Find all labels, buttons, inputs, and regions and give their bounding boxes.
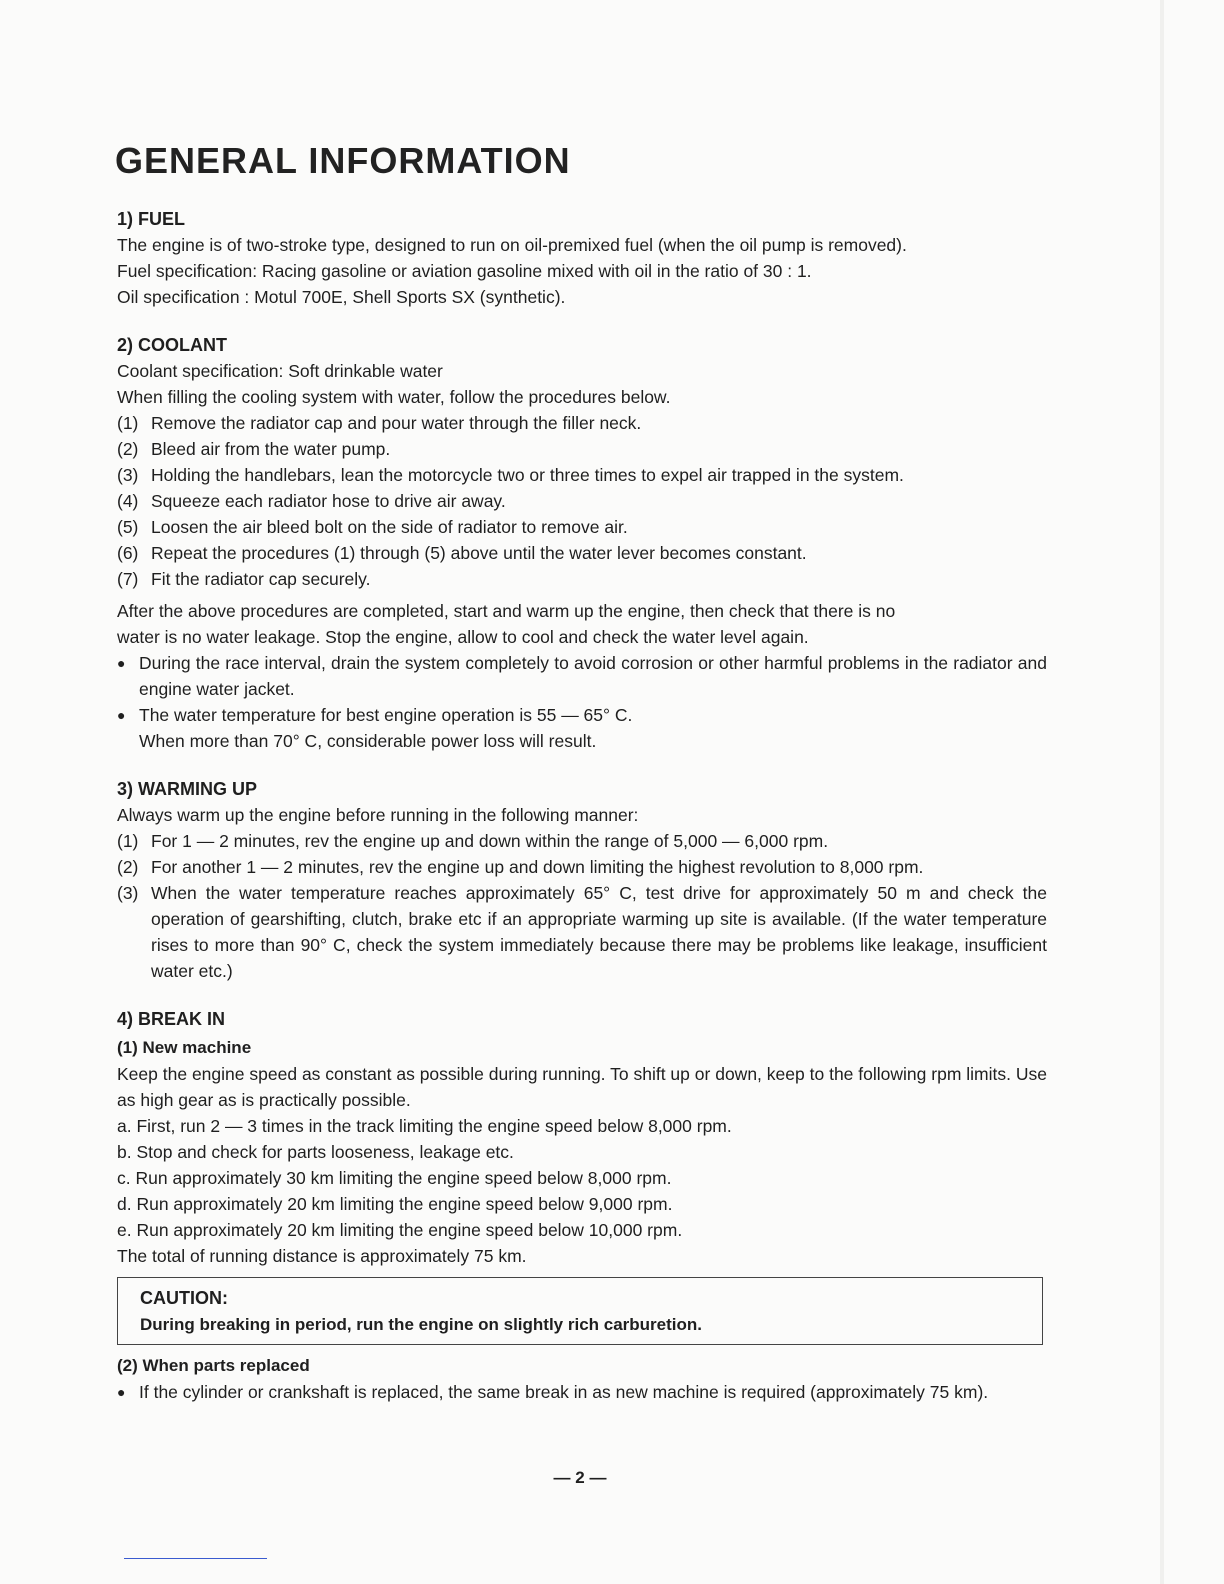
coolant-bullet-continuation: When more than 70° C, considerable power loss will result. bbox=[139, 731, 597, 751]
caution-heading: CAUTION: bbox=[140, 1288, 228, 1308]
break-in-item: c. Run approximately 30 km limiting the engine speed below 8,000 rpm. bbox=[117, 1168, 672, 1188]
break-in-item: d. Run approximately 20 km limiting the engine speed below 9,000 rpm. bbox=[117, 1194, 673, 1214]
coolant-after-text: After the above procedures are completed, start and warm up the engine, then check that there is no bbox=[117, 601, 896, 621]
bullet-icon: ● bbox=[117, 655, 126, 671]
page-number: — 2 — bbox=[553, 1468, 607, 1487]
bullet-icon: ● bbox=[117, 707, 126, 723]
section-heading-warming: 3) WARMING UP bbox=[117, 779, 258, 799]
scan-mark bbox=[124, 1558, 267, 1559]
fuel-line: The engine is of two-stroke type, designed to run on oil-premixed fuel (when the oil pump is removed). bbox=[117, 235, 907, 255]
coolant-step: (1) Remove the radiator cap and pour water through the filler neck. bbox=[117, 413, 642, 433]
page-edge-shadow bbox=[1160, 0, 1164, 1584]
break-in-item: a. First, run 2 — 3 times in the track limiting the engine speed below 8,000 rpm. bbox=[117, 1116, 732, 1136]
section-coolant bbox=[117, 332, 1047, 754]
warming-step: (1) For 1 — 2 minutes, rev the engine up and down within the range of 5,000 — 6,000 rpm. bbox=[117, 831, 829, 851]
coolant-bullet: ● During the race interval, drain the system completely to avoid corrosion or other harmful problems in the radiator and engine water jacket. bbox=[117, 650, 1047, 702]
page-title: GENERAL INFORMATION bbox=[115, 140, 571, 181]
break-in-paragraph: Keep the engine speed as constant as possible during running. To shift up or down, keep to the following rpm limits. Use as high gear as is practically possible. bbox=[117, 1064, 1047, 1110]
bullet-icon: ● bbox=[117, 1384, 126, 1400]
section-warming-up bbox=[117, 776, 1047, 984]
subheading-parts-replaced: (2) When parts replaced bbox=[117, 1356, 310, 1375]
coolant-step: (2) Bleed air from the water pump. bbox=[117, 439, 391, 459]
subheading-new-machine: (1) New machine bbox=[117, 1038, 252, 1057]
section-heading-break-in: 4) BREAK IN bbox=[117, 1009, 226, 1029]
section-heading-coolant: 2) COOLANT bbox=[117, 335, 227, 355]
caution-text: During breaking in period, run the engine on slightly rich carburetion. bbox=[140, 1315, 702, 1334]
coolant-bullet: ● The water temperature for best engine operation is 55 — 65° C. bbox=[117, 702, 1047, 728]
fuel-line: Fuel specification: Racing gasoline or aviation gasoline mixed with oil in the ratio of 30 : 1. bbox=[117, 261, 812, 281]
coolant-step: (5) Loosen the air bleed bolt on the side of radiator to remove air. bbox=[117, 517, 628, 537]
break-in-item: e. Run approximately 20 km limiting the engine speed below 10,000 rpm. bbox=[117, 1220, 683, 1240]
coolant-step: (6) Repeat the procedures (1) through (5) above until the water lever becomes constant. bbox=[117, 543, 807, 563]
section-fuel bbox=[117, 206, 1047, 310]
coolant-step: (3) Holding the handlebars, lean the motorcycle two or three times to expel air trapped in the system. bbox=[117, 465, 904, 485]
caution-box bbox=[117, 1277, 1043, 1345]
break-in-item: b. Stop and check for parts looseness, leakage etc. bbox=[117, 1142, 514, 1162]
warming-step: (2) For another 1 — 2 minutes, rev the engine up and down limiting the highest revolution to 8,000 rpm. bbox=[117, 857, 924, 877]
coolant-line: When filling the cooling system with water, follow the procedures below. bbox=[117, 387, 671, 407]
parts-replaced-bullet: ● If the cylinder or crankshaft is replaced, the same break in as new machine is required (approximately 75 km). bbox=[117, 1379, 1047, 1405]
break-in-total: The total of running distance is approximately 75 km. bbox=[117, 1246, 527, 1266]
warming-step: (3) When the water temperature reaches approximately 65° C, test drive for approximately 50 m and check the operation of gearshifting, clutch, brake etc if an appropriate warming up site is available. (If the water temperature rises to more than 90° C, check the system immediately because there may be problems like leakage, insufficient water etc.) bbox=[117, 883, 1047, 981]
coolant-step: (4) Squeeze each radiator hose to drive air away. bbox=[117, 491, 506, 511]
coolant-after-text: water is no water leakage. Stop the engine, allow to cool and check the water level again. bbox=[117, 627, 809, 647]
coolant-step: (7) Fit the radiator cap securely. bbox=[117, 569, 371, 589]
warming-intro: Always warm up the engine before running in the following manner: bbox=[117, 805, 639, 825]
section-heading-fuel: 1) FUEL bbox=[117, 209, 186, 229]
section-break-in bbox=[117, 1006, 1047, 1405]
document-body bbox=[117, 206, 1047, 1405]
coolant-line: Coolant specification: Soft drinkable water bbox=[117, 361, 443, 381]
fuel-line: Oil specification : Motul 700E, Shell Sports SX (synthetic). bbox=[117, 287, 566, 307]
